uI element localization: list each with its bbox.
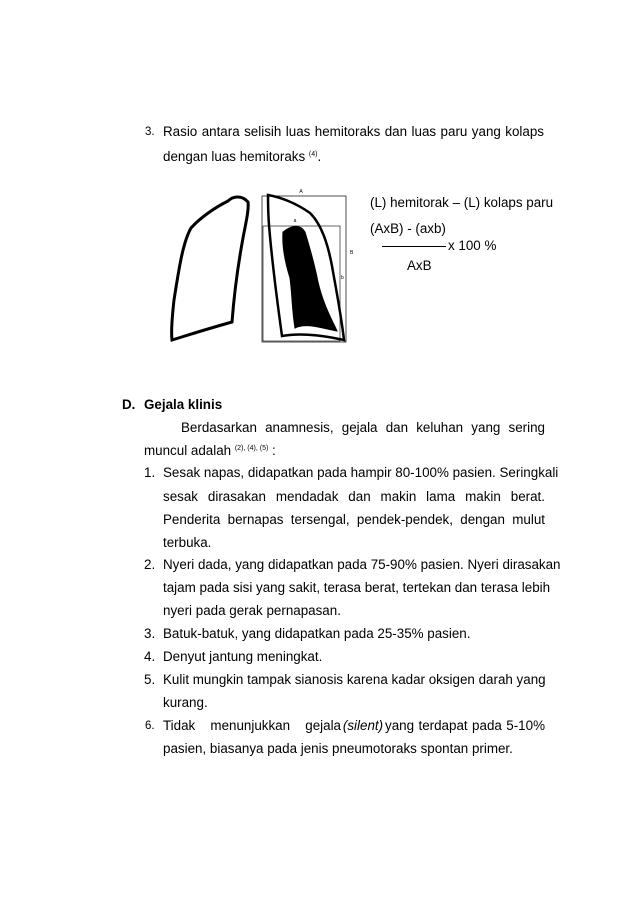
text-fragment: muncul adalah (144, 443, 232, 458)
list-item-line: Penderita bernapas tersengal, pendek-pendek, dengan mulut (163, 512, 545, 527)
section-title: Gejala klinis (144, 397, 223, 412)
paragraph-line: Rasio antara selisih luas hemitoraks dan luas paru yang kolaps (163, 124, 544, 139)
list-item-line: Batuk-batuk, yang didapatkan pada 25-35% pasien. (163, 626, 471, 641)
list-number: 4. (144, 649, 156, 664)
italic-term: (silent) (342, 718, 384, 733)
paragraph-line (163, 149, 321, 165)
left-lung-outline (172, 197, 249, 340)
label-a: a (293, 218, 297, 224)
paragraph-line: Berdasarkan anamnesis, gejala dan keluhan yang sering (181, 420, 545, 435)
list-item-line: terbuka. (163, 535, 212, 550)
list-item-line: pasien, biasanya pada jenis pneumotoraks spontan primer. (163, 741, 513, 756)
label-b: b (341, 275, 344, 281)
list-item-line: Nyeri dada, yang didapatkan pada 75-90% pasien. Nyeri dirasakan (163, 557, 561, 572)
list-number: 3. (144, 626, 156, 641)
text-fragment: . (317, 149, 322, 164)
citation: (2), (4), (5) (234, 445, 269, 452)
text-fragment: Tidak menunjukkan gejala (163, 718, 341, 733)
paragraph-line (144, 443, 276, 459)
list-number: 6. (145, 720, 155, 732)
list-item-line: Denyut jantung meningkat. (163, 649, 323, 664)
list-item-line: sesak dirasakan mendadak dan makin lama makin berat. (163, 489, 545, 504)
list-item-line (163, 718, 545, 734)
text-fragment: : (272, 443, 276, 458)
list-item-line: nyeri pada gerak pernapasan. (163, 603, 341, 618)
text-fragment: yang terdapat pada 5-10% (385, 718, 545, 733)
text-fragment: dengan luas hemitoraks (163, 149, 306, 164)
formula-title: (L) hemitorak – (L) kolaps paru (370, 195, 554, 210)
formula-numerator: (AxB) - (axb) (370, 221, 446, 236)
list-number: 1. (144, 465, 156, 480)
list-item-line: kurang. (163, 695, 208, 710)
item-number: 3. (145, 126, 155, 138)
list-item-line: tajam pada sisi yang sakit, terasa berat, tertekan dan terasa lebih (163, 580, 551, 595)
fraction-bar (382, 246, 446, 247)
lung-diagram (160, 180, 360, 345)
section-letter: D. (122, 397, 136, 412)
citation: (4) (308, 151, 318, 158)
formula-multiplier: x 100 % (448, 238, 497, 253)
label-A: A (299, 189, 303, 195)
list-item-line: Sesak napas, didapatkan pada hampir 80-100% pasien. Seringkali (163, 465, 559, 480)
collapsed-lung (283, 226, 337, 331)
list-number: 5. (144, 672, 156, 687)
list-item-line: Kulit mungkin tampak sianosis karena kadar oksigen darah yang (163, 672, 546, 687)
formula-denominator: AxB (407, 258, 432, 273)
list-number: 2. (144, 557, 156, 572)
label-B: B (350, 250, 354, 256)
